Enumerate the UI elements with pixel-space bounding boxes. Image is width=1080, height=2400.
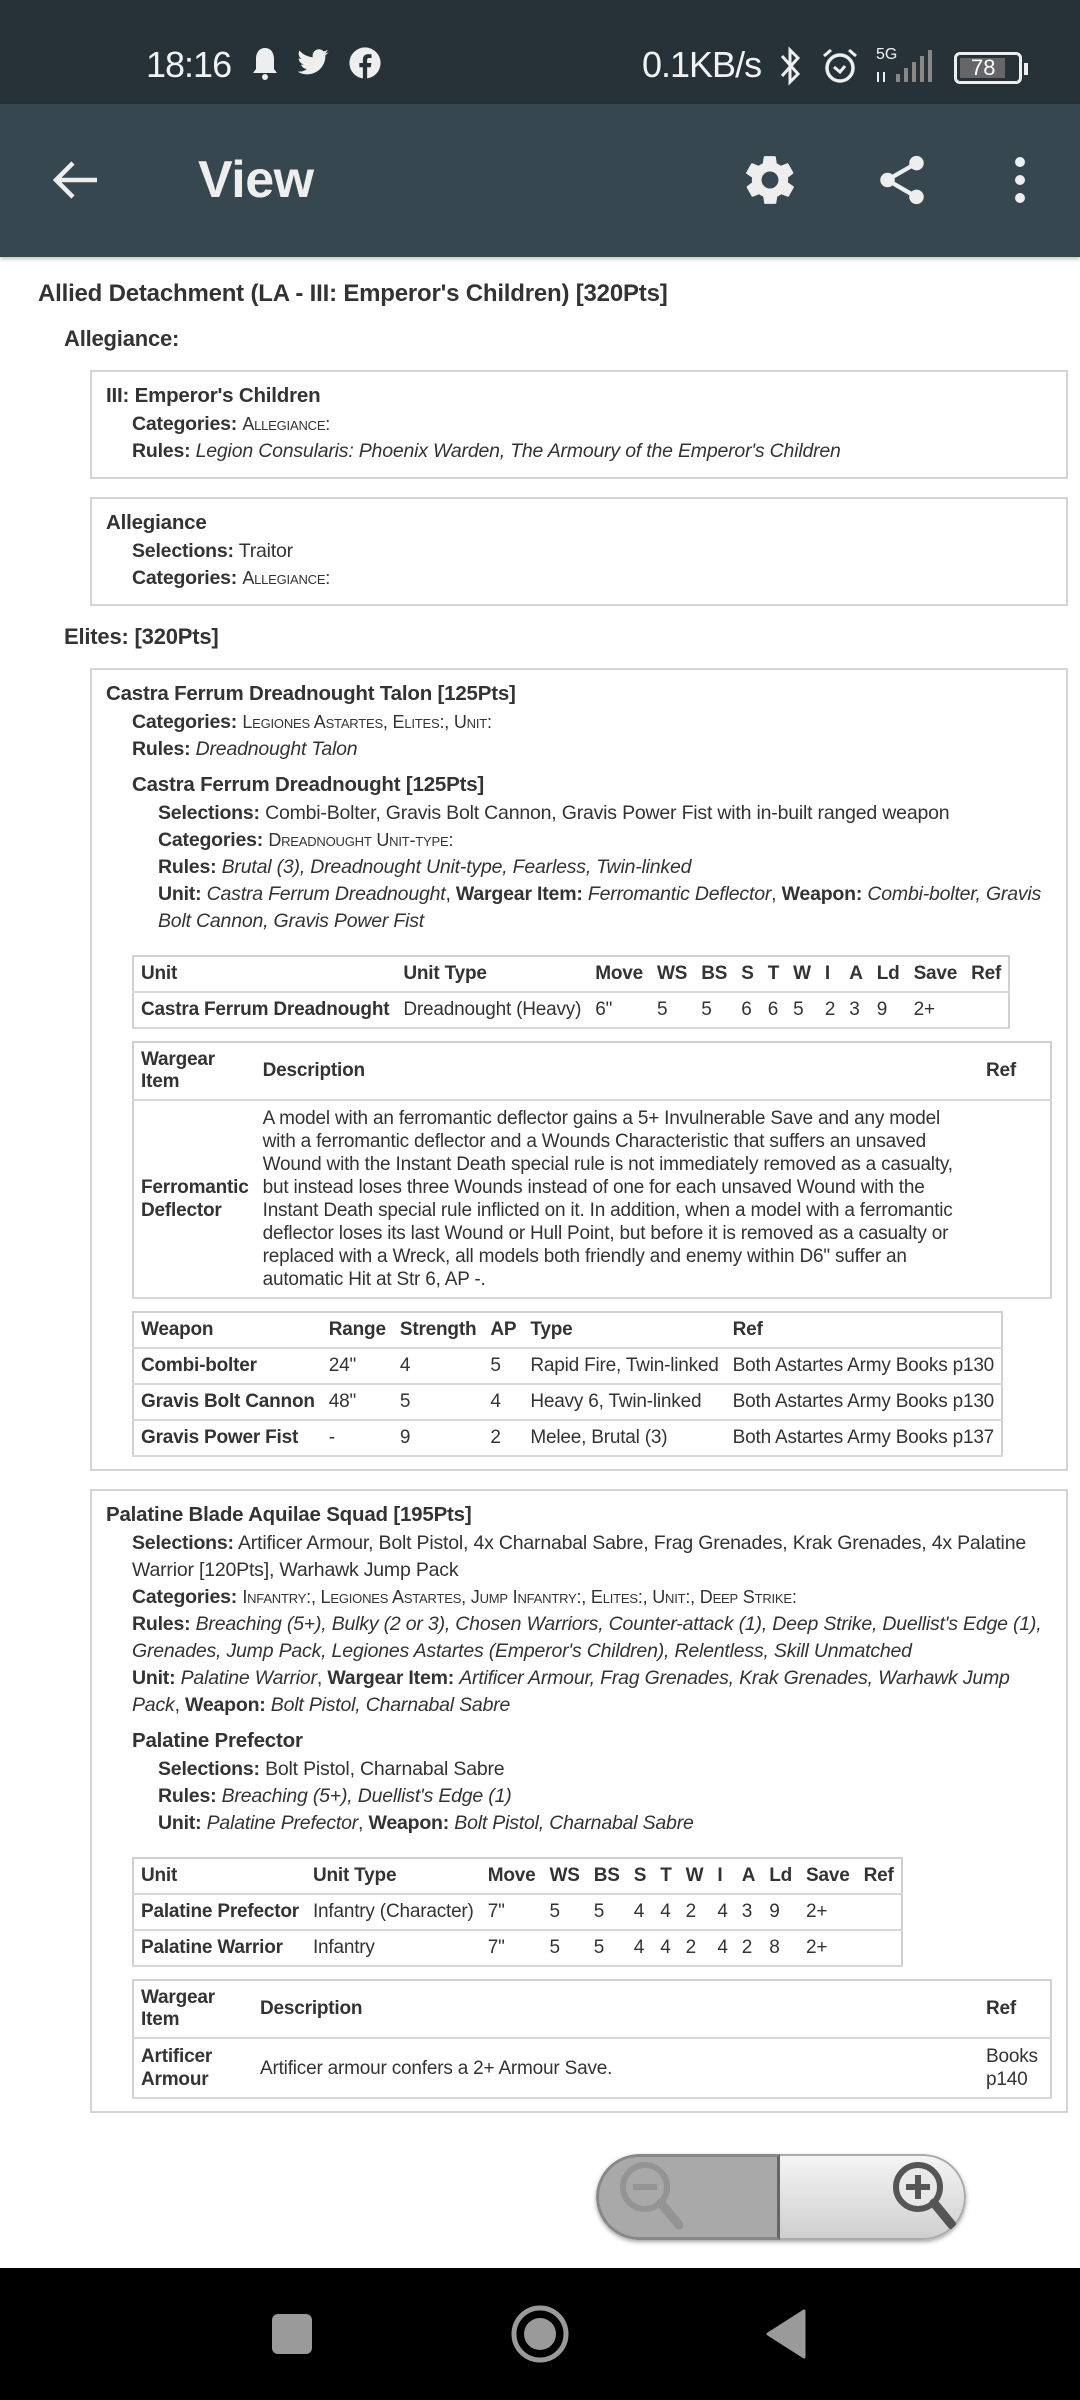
column-header: I <box>818 956 842 992</box>
table-cell: Artificer Armour <box>133 2038 253 2098</box>
spacer <box>106 1837 1052 1845</box>
network-speed: 0.1KB/s <box>642 44 762 85</box>
table-cell: 4 <box>627 1894 653 1930</box>
line-value: Combi-bolter, Gravis Bolt Cannon, Gravis Power Fist <box>158 883 1042 932</box>
column-header: Wargear Item <box>133 1042 256 1100</box>
navigation-bar <box>0 2268 1080 2400</box>
column-header: A <box>735 1858 763 1894</box>
entry-line <box>132 411 1052 438</box>
recents-button[interactable] <box>252 2298 332 2370</box>
entry-line <box>132 1611 1052 1665</box>
column-header: Ld <box>762 1858 799 1894</box>
zoom-in-icon <box>872 2157 962 2237</box>
table-cell: 5 <box>587 1894 627 1930</box>
table-cell: Infantry (Character) <box>306 1894 481 1930</box>
table-row <box>133 1930 902 1966</box>
line-label: Rules: <box>158 1785 217 1807</box>
line-value: Dreadnought Unit-type: <box>268 830 454 850</box>
column-header: W <box>679 1858 711 1894</box>
zoom-in-button[interactable] <box>780 2154 966 2240</box>
unit-table <box>132 1857 903 1967</box>
status-bar <box>0 0 1080 104</box>
table-cell: 6" <box>588 992 650 1028</box>
table-header-row <box>133 1312 1002 1348</box>
table-row <box>133 1100 1051 1298</box>
table-cell: Artificer armour confers a 2+ Armour Save. <box>253 2038 979 2098</box>
table-cell: 2+ <box>799 1894 857 1930</box>
table-cell: 5 <box>650 992 694 1028</box>
column-header: Ref <box>964 956 1009 992</box>
selection-entry <box>90 1489 1068 2113</box>
line-value: Bolt Pistol, Charnabal Sabre <box>265 1758 505 1780</box>
sub-entry <box>132 771 1052 935</box>
unit-table <box>132 955 1010 1029</box>
line-value: Artificer Armour, Bolt Pistol, 4x Charnabal Sabre, Frag Grenades, Krak Grenades, 4x Palatine Warrior [120Pts], Warhawk Jump Pack <box>132 1532 1026 1581</box>
line-label: Unit: <box>158 883 202 905</box>
column-header: Move <box>481 1858 543 1894</box>
table-cell: 2+ <box>799 1930 857 1966</box>
table-cell: 9 <box>393 1420 484 1456</box>
table-cell: 4 <box>710 1894 734 1930</box>
table-cell: 8 <box>762 1930 799 1966</box>
entry-line: Unit: Castra Ferrum Dreadnought, Wargear Item: Ferromantic Deflector, Weapon: Combi-bolter, Gravis Bolt Cannon, Gravis Power Fist <box>158 883 1042 932</box>
table-header-row <box>133 1042 1051 1100</box>
line-value: Allegiance: <box>242 414 331 434</box>
column-header: Move <box>588 956 650 992</box>
column-header: Ld <box>870 956 907 992</box>
column-header: Description <box>253 1980 979 2038</box>
line-value: Infantry:, Legiones Astartes, Jump Infantry:, Elites:, Unit:, Deep Strike: <box>242 1587 797 1607</box>
entry-line <box>158 800 1052 827</box>
table-cell: - <box>322 1420 393 1456</box>
spacer <box>106 935 1052 943</box>
line-value: Bolt Pistol, Charnabal Sabre <box>454 1812 694 1834</box>
table-cell <box>964 992 1009 1028</box>
table-cell: 5 <box>483 1348 523 1384</box>
line-value: Dreadnought Talon <box>195 738 358 760</box>
line-label: Selections: <box>132 540 234 562</box>
entry-line <box>132 1530 1052 1584</box>
bell-icon <box>250 46 280 82</box>
table-cell <box>857 1930 902 1966</box>
selection-entry <box>90 370 1068 479</box>
twitter-icon <box>296 46 330 80</box>
weapon-table <box>132 1311 1003 1457</box>
table-cell: Gravis Bolt Cannon <box>133 1384 322 1420</box>
entry-line <box>132 736 1052 763</box>
column-header: Range <box>322 1312 393 1348</box>
line-label: Categories: <box>132 711 238 733</box>
table-cell <box>979 1100 1051 1298</box>
table-cell: 5 <box>786 992 818 1028</box>
page-title: View <box>198 151 314 209</box>
line-value: Legion Consularis: Phoenix Warden, The Armoury of the Emperor's Children <box>195 440 841 462</box>
table-cell: Palatine Warrior <box>133 1930 306 1966</box>
table-cell: 3 <box>735 1894 763 1930</box>
table-cell: 2 <box>818 992 842 1028</box>
table-row <box>133 2038 1051 2098</box>
line-label: Weapon: <box>781 883 863 905</box>
line-value: Castra Ferrum Dreadnought <box>206 883 446 905</box>
line-value: Ferromantic Deflector <box>587 883 772 905</box>
more-options-button[interactable] <box>980 140 1060 220</box>
table-cell: 2 <box>483 1420 523 1456</box>
detachment-title: Allied Detachment (LA - III: Emperor's Children) [320Pts] <box>38 280 668 307</box>
line-label: Selections: <box>158 802 260 824</box>
column-header: T <box>653 1858 678 1894</box>
table-cell: Combi-bolter <box>133 1348 322 1384</box>
column-header: Unit Type <box>306 1858 481 1894</box>
line-label: Unit: <box>158 1812 202 1834</box>
column-header: WS <box>542 1858 586 1894</box>
column-header: Ref <box>979 1980 1051 2038</box>
entry-title: Allegiance <box>106 511 207 534</box>
table-cell: Gravis Power Fist <box>133 1420 322 1456</box>
facebook-icon <box>348 46 382 80</box>
wargear-table <box>132 1041 1052 1299</box>
section-heading: Elites: [320Pts] <box>64 624 219 649</box>
table-cell: 5 <box>587 1930 627 1966</box>
entry-line <box>158 854 1052 881</box>
app-bar <box>0 104 1080 257</box>
column-header: Strength <box>393 1312 484 1348</box>
sections <box>38 326 1068 2113</box>
entry-line <box>158 827 1052 854</box>
clock: 18:16 <box>146 44 232 85</box>
signal-icon <box>874 48 938 84</box>
column-header: W <box>786 956 818 992</box>
table-cell: 3 <box>842 992 870 1028</box>
line-value: Brutal (3), Dreadnought Unit-type, Fearless, Twin-linked <box>221 856 692 878</box>
table-cell: A model with an ferromantic deflector gains a 5+ Invulnerable Save and any model with a ferromantic deflector and a Wounds Characteristic that suffers an unsaved Wound with the Instant Death special rule is not immediately removed as a casualty, but instead loses three Wounds instead of one for each unsaved Wound with the Instant Death special rule inflicted on it. In addition, when a model with a ferromantic deflector loses its last Wound or Hull Point, but before it is removed as a casualty or replaced with a Wreck, all models both friendly and enemy within D6" suffer an automatic Hit at Str 6, AP -. <box>256 1100 979 1298</box>
sub-entry-title: Palatine Prefector <box>132 1729 303 1752</box>
table-cell: 5 <box>393 1384 484 1420</box>
table-cell: Both Astartes Army Books p130 <box>726 1348 1002 1384</box>
line-label: Categories: <box>132 567 238 589</box>
column-header: Type <box>523 1312 725 1348</box>
table-cell: 4 <box>710 1930 734 1966</box>
entry-title: Castra Ferrum Dreadnought Talon [125Pts] <box>106 682 516 705</box>
table-row <box>133 1420 1002 1456</box>
line-label: Categories: <box>132 1586 238 1608</box>
back-triangle-icon <box>764 2309 808 2359</box>
line-label: Rules: <box>132 1613 191 1635</box>
line-value: Breaching (5+), Bulky (2 or 3), Chosen Warriors, Counter-attack (1), Deep Strike, Duellist's Edge (1), Grenades, Jump Pack, Legiones Astartes (Emperor's Children), Relentless, Skill Unmatched <box>132 1613 1042 1662</box>
column-header: Ref <box>857 1858 902 1894</box>
table-cell: 6 <box>761 992 786 1028</box>
column-header: BS <box>587 1858 627 1894</box>
selection-entry <box>90 668 1068 1471</box>
battery-icon <box>954 52 1022 84</box>
column-header: Weapon <box>133 1312 322 1348</box>
share-icon <box>873 151 931 209</box>
more-vert-icon <box>1010 155 1030 205</box>
table-cell: 24" <box>322 1348 393 1384</box>
alarm-icon <box>820 46 860 86</box>
table-cell: 7" <box>481 1894 543 1930</box>
entry-line <box>158 1756 1052 1783</box>
recents-square-icon <box>270 2312 314 2356</box>
table-cell: 6 <box>734 992 760 1028</box>
table-cell: 2+ <box>907 992 965 1028</box>
table-cell: Dreadnought (Heavy) <box>396 992 588 1028</box>
sub-entry <box>132 1727 1052 1837</box>
home-circle-icon <box>510 2304 570 2364</box>
table-row <box>133 1894 902 1930</box>
table-row <box>133 1384 1002 1420</box>
network-type: 5G <box>876 46 898 63</box>
table-row <box>133 1348 1002 1384</box>
battery-level: 78 <box>971 55 996 80</box>
wargear-table <box>132 1979 1052 2099</box>
table-cell: Books p140 <box>979 2038 1051 2098</box>
table-cell: 9 <box>762 1894 799 1930</box>
entry-line: Unit: Palatine Prefector, Weapon: Bolt Pistol, Charnabal Sabre <box>158 1812 694 1834</box>
line-value: Palatine Warrior <box>180 1667 317 1689</box>
table-cell: 4 <box>653 1930 678 1966</box>
line-value: Allegiance: <box>242 568 331 588</box>
line-label: Unit: <box>132 1667 176 1689</box>
zoom-out-button[interactable] <box>596 2154 780 2240</box>
column-header: Description <box>256 1042 979 1100</box>
table-cell: Rapid Fire, Twin-linked <box>523 1348 725 1384</box>
line-label: Selections: <box>132 1532 234 1554</box>
table-cell: Ferromantic Deflector <box>133 1100 256 1298</box>
table-cell: 2 <box>679 1930 711 1966</box>
entry-line: Unit: Palatine Warrior, Wargear Item: Artificer Armour, Frag Grenades, Krak Grenades, Warhawk Jump Pack, Weapon: Bolt Pistol, Charnabal Sabre <box>132 1667 1010 1716</box>
column-header: Ref <box>979 1042 1051 1100</box>
table-cell: Melee, Brutal (3) <box>523 1420 725 1456</box>
table-cell: Infantry <box>306 1930 481 1966</box>
gear-icon <box>741 151 799 209</box>
entry-line <box>132 709 1052 736</box>
table-cell: Both Astartes Army Books p137 <box>726 1420 1002 1456</box>
table-cell: 5 <box>694 992 734 1028</box>
column-header: WS <box>650 956 694 992</box>
column-header: Save <box>799 1858 857 1894</box>
table-row <box>133 992 1009 1028</box>
entry-line <box>132 538 1052 565</box>
entry-title: III: Emperor's Children <box>106 384 321 407</box>
table-cell: Palatine Prefector <box>133 1894 306 1930</box>
share-button[interactable] <box>862 140 942 220</box>
column-header: A <box>842 956 870 992</box>
column-header: Ref <box>726 1312 1002 1348</box>
column-header: Unit <box>133 956 396 992</box>
table-cell: Castra Ferrum Dreadnought <box>133 992 396 1028</box>
table-cell <box>857 1894 902 1930</box>
table-cell: 5 <box>542 1894 586 1930</box>
line-label: Weapon: <box>185 1694 266 1716</box>
line-label: Selections: <box>158 1758 260 1780</box>
sub-entry-title: Castra Ferrum Dreadnought [125Pts] <box>132 773 485 796</box>
table-cell: 2 <box>735 1930 763 1966</box>
column-header: Unit Type <box>396 956 588 992</box>
column-header: T <box>761 956 786 992</box>
line-value: Bolt Pistol, Charnabal Sabre <box>270 1694 511 1716</box>
line-label: Rules: <box>132 440 191 462</box>
column-header: Unit <box>133 1858 306 1894</box>
back-nav-button[interactable] <box>746 2298 826 2370</box>
back-arrow-icon <box>51 155 101 205</box>
line-label: Weapon: <box>368 1812 450 1834</box>
line-value: Palatine Prefector <box>206 1812 359 1834</box>
entry-title: Palatine Blade Aquilae Squad [195Pts] <box>106 1503 472 1526</box>
table-cell: 2 <box>679 1894 711 1930</box>
zoom-out-icon <box>613 2157 703 2237</box>
table-cell: 7" <box>481 1930 543 1966</box>
line-value: Artificer Armour, Frag Grenades, Krak Grenades, Warhawk Jump Pack <box>132 1667 1010 1716</box>
roster-view[interactable] <box>0 257 1080 2268</box>
table-cell: 4 <box>393 1348 484 1384</box>
home-button[interactable] <box>500 2298 580 2370</box>
column-header: Wargear Item <box>133 1980 253 2038</box>
zoom-control <box>596 2154 966 2240</box>
table-cell: Heavy 6, Twin-linked <box>523 1384 725 1420</box>
column-header: I <box>710 1858 734 1894</box>
table-header-row <box>133 1980 1051 2038</box>
table-cell: 4 <box>653 1894 678 1930</box>
line-label: Categories: <box>132 413 238 435</box>
column-header: BS <box>694 956 734 992</box>
table-header-row <box>133 956 1009 992</box>
entry-line <box>132 438 1052 465</box>
selection-entry <box>90 497 1068 606</box>
entry-line <box>158 1783 1052 1810</box>
column-header: S <box>627 1858 653 1894</box>
table-cell: 48" <box>322 1384 393 1420</box>
table-cell: 5 <box>542 1930 586 1966</box>
line-value: Breaching (5+), Duellist's Edge (1) <box>221 1785 512 1807</box>
table-header-row <box>133 1858 902 1894</box>
line-value: Traitor <box>238 540 293 562</box>
settings-button[interactable] <box>730 140 810 220</box>
table-cell: 4 <box>483 1384 523 1420</box>
line-label: Rules: <box>132 738 191 760</box>
line-value: Legiones Astartes, Elites:, Unit: <box>242 712 492 732</box>
line-value: Combi-Bolter, Gravis Bolt Cannon, Gravis Power Fist with in-built ranged weapon <box>265 802 950 824</box>
column-header: Save <box>907 956 965 992</box>
section-heading: Allegiance: <box>64 326 180 351</box>
line-label: Wargear Item: <box>327 1667 455 1689</box>
table-cell: 9 <box>870 992 907 1028</box>
column-header: AP <box>483 1312 523 1348</box>
line-label: Categories: <box>158 829 264 851</box>
line-label: Rules: <box>158 856 217 878</box>
bluetooth-icon <box>778 46 804 86</box>
line-label: Wargear Item: <box>455 883 583 905</box>
table-cell: Both Astartes Army Books p130 <box>726 1384 1002 1420</box>
table-cell: 4 <box>627 1930 653 1966</box>
column-header: S <box>734 956 760 992</box>
back-button[interactable] <box>36 140 116 220</box>
entry-line <box>132 565 1052 592</box>
entry-line <box>132 1584 1052 1611</box>
